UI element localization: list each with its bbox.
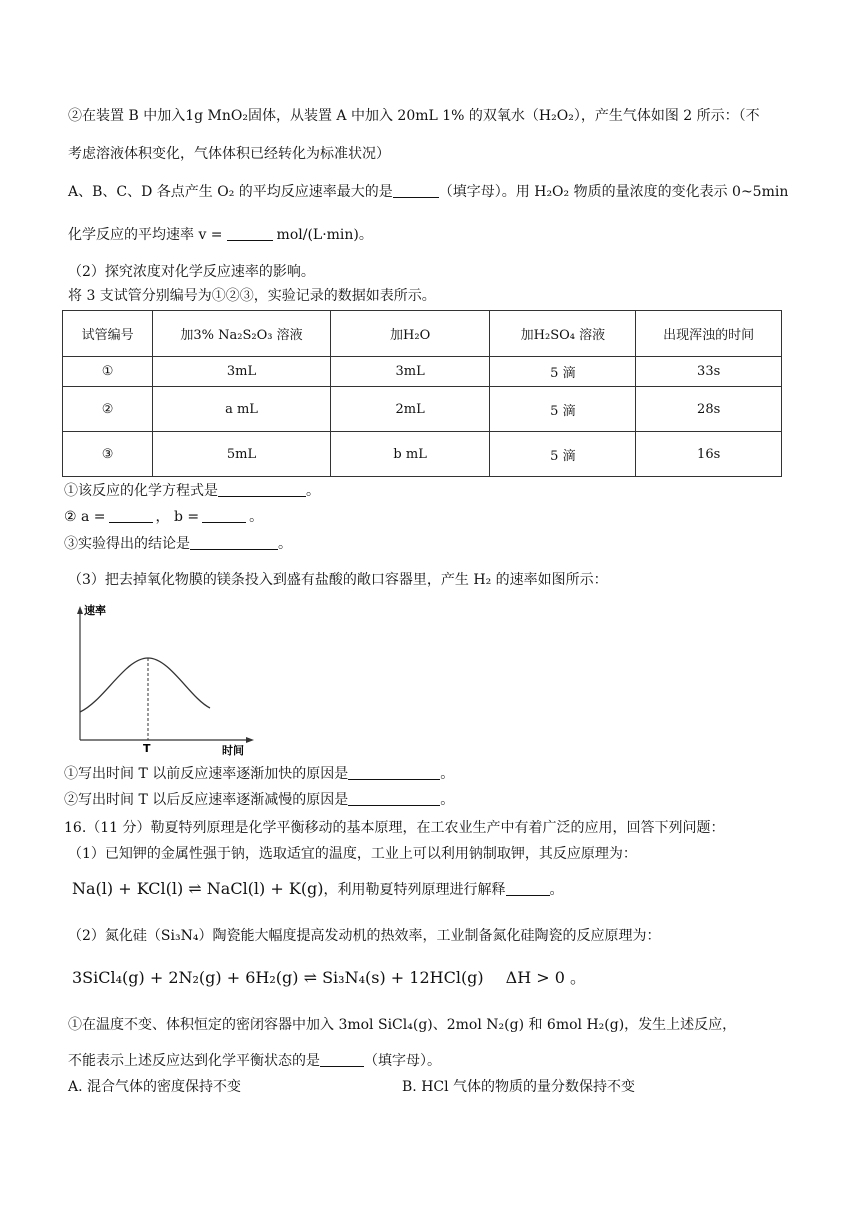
table-cell: 3mL [330, 357, 490, 387]
table-cell: ① [63, 357, 153, 387]
text-segment: ①写出时间 T 以前反应速率逐渐加快的原因是 [64, 766, 349, 782]
text-segment: 。 [249, 509, 264, 525]
answer-blank[interactable] [218, 480, 306, 497]
table-cell: ③ [63, 432, 153, 477]
table-cell: 5 滴 [490, 387, 636, 432]
table-header-cell: 加3% Na₂S₂O₃ 溶液 [153, 311, 331, 357]
paragraph: ①在温度不变、体积恒定的密闭容器中加入 3mol SiCl₄(g)、2mol N₂(g) 和 6mol H₂(g)，发生上述反应， [68, 1017, 737, 1033]
table-cell: 5 滴 [490, 357, 636, 387]
paragraph: （1）已知钾的金属性强于钠，选取适宜的温度，工业上可以利用钠制取钾，其反应原理为： [68, 846, 637, 862]
answer-blank[interactable] [227, 224, 273, 241]
text-segment: 不能表示上述反应达到化学平衡状态的是 [68, 1053, 320, 1069]
table-cell: 16s [636, 432, 782, 477]
text-segment: 。 [306, 483, 320, 499]
text-segment: （填字母）。 [364, 1053, 441, 1069]
text-line [68, 181, 788, 203]
option-b[interactable]: B. HCl 气体的物质的量分数保持不变 [402, 1079, 636, 1095]
table-cell: 2mL [330, 387, 490, 432]
x-axis-arrow [246, 737, 254, 743]
text-segment: 。 [440, 792, 455, 808]
answer-blank[interactable] [202, 506, 246, 523]
t-tick-label: T [143, 742, 151, 755]
section-heading: （2）探究浓度对化学反应速率的影响。 [68, 264, 315, 280]
text-segment: ， b = [155, 509, 200, 525]
equation-line [72, 967, 586, 989]
table-row [63, 387, 782, 432]
text-segment: ③实验得出的结论是 [64, 536, 190, 552]
text-line [68, 224, 373, 246]
table-row [63, 432, 782, 477]
text-segment: 。 [440, 766, 455, 782]
text-line: 考虑溶液体积变化，气体体积已经转化为标准状况） [68, 146, 390, 162]
rate-curve [80, 658, 210, 712]
table-header-cell: 加H₂O [330, 311, 490, 357]
table-row [63, 357, 782, 387]
text-segment: 。 [549, 882, 564, 898]
table-header-cell: 试管编号 [63, 311, 153, 357]
question-title: 16.（11 分）勒夏特列原理是化学平衡移动的基本原理，在工农业生产中有着广泛的应用，回答下列问题： [64, 820, 725, 836]
table-cell: 33s [636, 357, 782, 387]
text-segment: ② a = [64, 509, 106, 525]
table-cell: b mL [330, 432, 490, 477]
y-axis-arrow [77, 606, 83, 614]
y-axis-label: 速率 [84, 604, 106, 617]
paragraph: （2）氮化硅（Si₃N₄）陶瓷能大幅度提高发动机的热效率，工业制备氮化硅陶瓷的反应原理为： [68, 928, 661, 944]
paragraph: 将 3 支试管分别编号为①②③，实验记录的数据如表所示。 [68, 288, 436, 304]
experiment-table [62, 310, 782, 477]
text-segment: ①该反应的化学方程式是 [64, 483, 218, 499]
text-segment: （填字母）。用 H₂O₂ 物质的量浓度的变化表示 0~5min [438, 184, 789, 200]
equation: 3SiCl₄(g) + 2N₂(g) + 6H₂(g) ⇌ Si₃N₄(s) + 12HCl(g) [72, 968, 484, 987]
question-line [64, 480, 320, 502]
question-line [64, 533, 292, 555]
table-cell: ② [63, 387, 153, 432]
table-cell: 3mL [153, 357, 331, 387]
answer-blank[interactable] [506, 879, 550, 896]
text-segment: 化学反应的平均速率 v = [68, 227, 223, 243]
equation-line [72, 878, 564, 901]
text-segment: ，利用勒夏特列原理进行解释 [323, 882, 506, 898]
answer-blank[interactable] [348, 789, 440, 806]
section-heading: （3）把去掉氧化物膜的镁条投入到盛有盐酸的敞口容器里，产生 H₂ 的速率如图所示： [68, 572, 608, 588]
rate-time-graph [70, 600, 260, 760]
x-axis-label: 时间 [222, 744, 244, 757]
table-header-cell: 加H₂SO₄ 溶液 [490, 311, 636, 357]
table-header-row [63, 311, 782, 357]
table-cell: 28s [636, 387, 782, 432]
question-line [64, 763, 454, 785]
table-cell: 5 滴 [490, 432, 636, 477]
table-header-cell: 出现浑浊的时间 [636, 311, 782, 357]
enthalpy-condition: ΔH > 0 。 [505, 968, 587, 987]
text-segment: 。 [278, 536, 292, 552]
answer-blank[interactable] [393, 181, 439, 198]
answer-blank[interactable] [109, 506, 153, 523]
answer-blank[interactable] [348, 763, 440, 780]
text-segment: mol/(L·min)。 [276, 227, 373, 243]
question-line [64, 506, 263, 528]
table-cell: 5mL [153, 432, 331, 477]
answer-blank[interactable] [320, 1050, 364, 1067]
answer-blank[interactable] [190, 533, 278, 550]
text-segment: A、B、C、D 各点产生 O₂ 的平均反应速率最大的是 [68, 184, 393, 200]
text-segment: ②写出时间 T 以后反应速率逐渐减慢的原因是 [64, 792, 349, 808]
text-line: ②在装置 B 中加入1g MnO₂固体，从装置 A 中加入 20mL 1% 的双氧水（H₂O₂），产生气体如图 2 所示：（不 [68, 108, 760, 124]
question-line [64, 789, 454, 811]
option-a[interactable]: A. 混合气体的密度保持不变 [68, 1079, 242, 1095]
equation: Na(l) + KCl(l) ⇌ NaCl(l) + K(g) [72, 879, 324, 898]
question-line [68, 1050, 441, 1072]
table-cell: a mL [153, 387, 331, 432]
